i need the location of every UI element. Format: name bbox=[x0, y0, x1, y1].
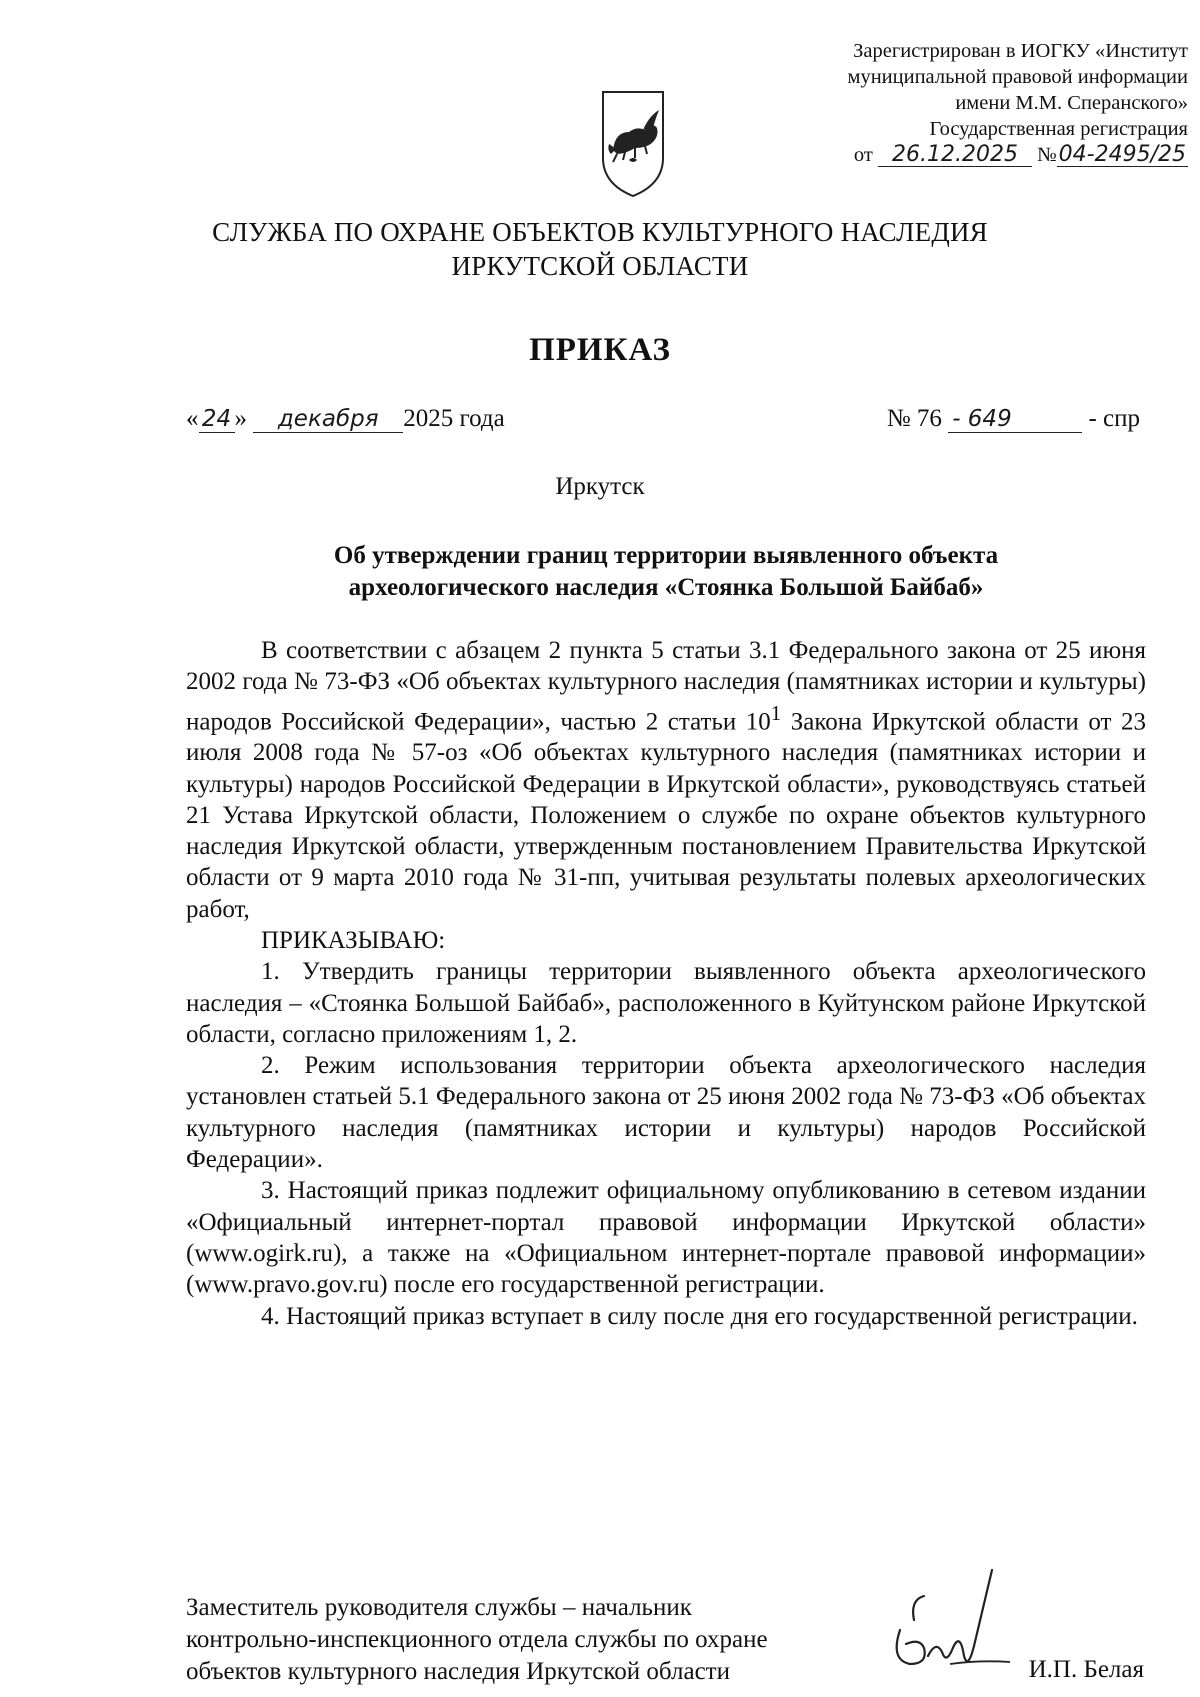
date-month: декабря bbox=[253, 406, 403, 433]
agency-line-2: ИРКУТСКОЙ ОБЛАСТИ bbox=[451, 251, 749, 281]
order-item-4: 4. Настоящий приказ вступает в силу после дня его государственной регистрации. bbox=[261, 1302, 1138, 1330]
agency-name bbox=[0, 215, 1200, 283]
registration-line-3: имени М.М. Сперанского» bbox=[955, 92, 1188, 114]
date-close-quote: » bbox=[234, 405, 247, 432]
registration-number: 04-2495/25 bbox=[1058, 142, 1186, 167]
date-day: 24 bbox=[199, 406, 235, 433]
order-date bbox=[186, 405, 505, 433]
preamble-paragraph bbox=[186, 635, 1146, 925]
date-year: 2025 года bbox=[403, 405, 505, 432]
signatory-line-3: объектов культурного наследия Иркутской области bbox=[186, 1658, 730, 1685]
preamble-text-a: В соответствии с абзацем 2 пункта 5 статьи 3.1 Федерального закона от 25 июня 2002 года № 73-ФЗ «Об объектах культурного наследия (памятниках истории и культуры) народов Российской Федерации», частью 2 статьи 10 bbox=[186, 637, 1146, 735]
order-item-2: 2. Режим использования территории объекта археологического наследия установлен статьей 5.1 Федерального закона от 25 июня 2002 года № 73-ФЗ «Об объектах культурного наследия (памятниках истории и культуры) народов Российской Федерации». bbox=[186, 1052, 1146, 1174]
registration-date: 26.12.2025 bbox=[878, 144, 1032, 167]
registration-from-label: от bbox=[853, 144, 873, 166]
preamble-superscript: 1 bbox=[770, 700, 782, 725]
handwritten-signature bbox=[880, 1560, 1020, 1680]
date-open-quote: « bbox=[186, 405, 199, 432]
order-subject bbox=[186, 540, 1146, 604]
order-number-value: - 649 bbox=[948, 406, 1082, 433]
signatory-name: И.П. Белая bbox=[1028, 1656, 1144, 1683]
signatory-line-1: Заместитель руководителя службы – начальник bbox=[186, 1594, 692, 1621]
document-type: ПРИКАЗ bbox=[529, 332, 671, 368]
subject-line-2: археологического наследия «Стоянка Большой Байбаб» bbox=[348, 574, 984, 601]
registration-line-4: Государственная регистрация bbox=[929, 118, 1188, 140]
registration-num-label: № bbox=[1037, 144, 1057, 166]
irkutsk-coat-of-arms-icon bbox=[573, 88, 693, 200]
registration-stamp bbox=[768, 38, 1188, 168]
order-number-prefix: № 76 bbox=[886, 405, 942, 432]
preamble-text-b: Закона Иркутской области от 23 июля 2008 года № 57-оз «Об объектах культурного наследия (памятниках истории и культуры) народов Российской Федерации в Иркутской области», руководствуясь статьей 21 Устава Иркутской области, Положением о службе по охране объектов культурного наследия Иркутской области, утвержденным постановлением Правительства Иркутской области от 9 марта 2010 года № 31-пп, учитывая результаты полевых археологических работ, bbox=[186, 707, 1146, 923]
agency-line-1: СЛУЖБА ПО ОХРАНЕ ОБЪЕКТОВ КУЛЬТУРНОГО НАСЛЕДИЯ bbox=[212, 217, 988, 247]
order-number bbox=[887, 405, 1140, 433]
order-body bbox=[186, 635, 1146, 1332]
city: Иркутск bbox=[555, 473, 645, 500]
order-item-1: 1. Утвердить границы территории выявленного объекта археологического наследия – «Стоянка Большой Байбаб», расположенного в Куйтунском районе Иркутской области, согласно приложениям 1, 2. bbox=[186, 958, 1146, 1048]
order-word: ПРИКАЗЫВАЮ: bbox=[261, 927, 446, 954]
subject-line-1: Об утверждении границ территории выявленного объекта bbox=[333, 542, 999, 569]
registration-date-number bbox=[768, 142, 1188, 168]
signatory-title bbox=[186, 1592, 886, 1688]
order-item-3: 3. Настоящий приказ подлежит официальному опубликованию в сетевом издании «Официальный интернет-портал правовой информации Иркутской области» (www.ogirk.ru), а также на «Официальном интернет-портале правовой информации» (www.pravo.gov.ru) после его государственной регистрации. bbox=[186, 1177, 1146, 1299]
registration-line-1: Зарегистрирован в ИОГКУ «Институт bbox=[853, 40, 1188, 62]
registration-line-2: муниципальной правовой информации bbox=[847, 66, 1188, 88]
order-number-suffix: - спр bbox=[1088, 405, 1140, 432]
signatory-line-2: контрольно-инспекционного отдела службы по охране bbox=[186, 1626, 768, 1653]
